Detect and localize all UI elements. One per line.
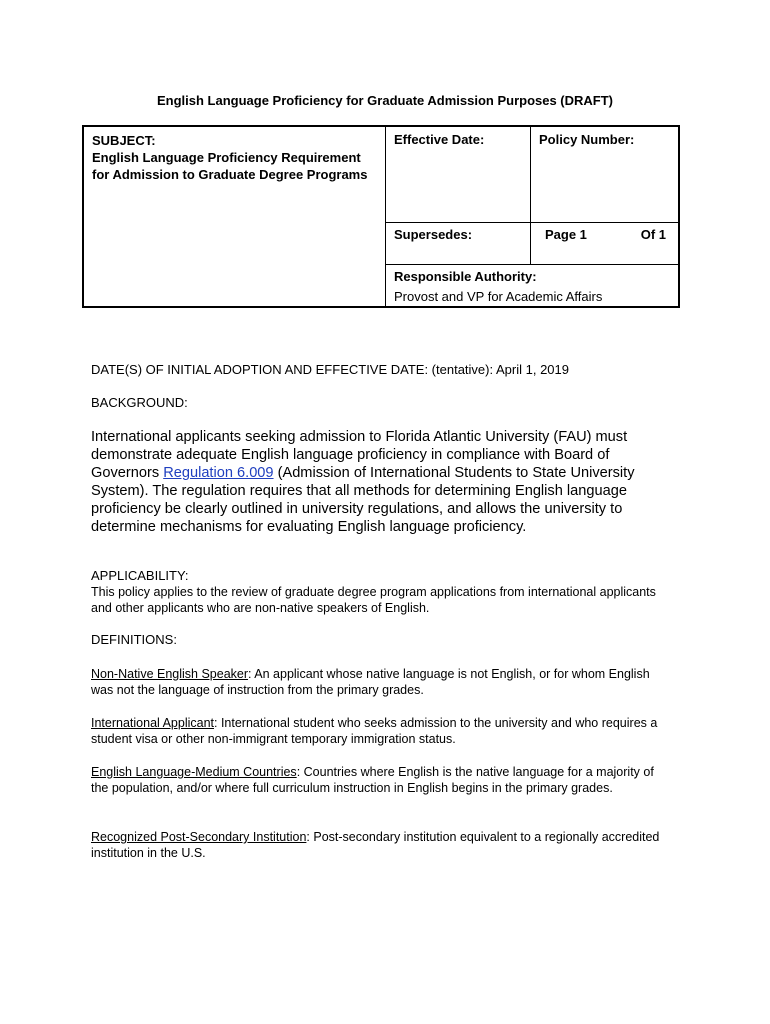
page-count-cell (531, 223, 680, 265)
page-label: Page 1 (545, 227, 587, 242)
definition-item (91, 666, 671, 698)
effective-date-label: Effective Date: (394, 132, 485, 147)
definition-text: : An applicant whose native language is not English, or for whom English was not the language of instruction from the primary grades. (91, 667, 650, 697)
definition-text: : Post-secondary institution equivalent to a regionally accredited institution in the U.S. (91, 830, 660, 860)
responsible-authority-value: Provost and VP for Academic Affairs (394, 289, 603, 304)
policy-number-label: Policy Number: (539, 132, 635, 147)
of-label: Of 1 (640, 227, 666, 242)
supersedes-label: Supersedes: (394, 227, 473, 242)
effective-date-cell (386, 127, 531, 223)
regulation-link[interactable]: Regulation 6.009 (163, 465, 274, 481)
responsible-authority-cell (386, 265, 680, 308)
definition-term: Recognized Post-Secondary Institution (91, 830, 307, 844)
subject-cell (84, 127, 386, 308)
definition-term: English Language-Medium Countries (91, 765, 297, 779)
applicability-text: This policy applies to the review of graduate degree program applications from international applicants and other applicants who are non-native speakers of English. (91, 585, 656, 615)
subject-label: SUBJECT: (92, 133, 156, 148)
background-text-1: International applicants seeking admission to Florida Atlantic University (FAU) must demonstrate adequate English language proficiency in compliance with Board of Governors (91, 429, 628, 481)
background-text-2: (Admission of International Students to State University System). The regulation requires that all methods for determining English language proficiency be clearly outlined in university regulations, and allows the university to determine mechanisms for evaluating English language proficiency. (91, 465, 635, 535)
policy-header-table (82, 125, 680, 308)
responsible-authority-label: Responsible Authority: (394, 269, 537, 284)
policy-number-cell (531, 127, 680, 223)
definition-term: International Applicant (91, 716, 215, 730)
definitions-heading: DEFINITIONS: (91, 632, 177, 647)
adoption-date: DATE(S) OF INITIAL ADOPTION AND EFFECTIVE DATE: (tentative): April 1, 2019 (91, 362, 569, 377)
definition-item (91, 764, 655, 796)
document-title: English Language Proficiency for Graduate Admission Purposes (DRAFT) (156, 93, 614, 108)
background-paragraph (91, 428, 663, 536)
subject-text: English Language Proficiency Requirement for Admission to Graduate Degree Programs (92, 150, 368, 182)
definition-item (91, 715, 663, 747)
definition-term: Non-Native English Speaker (91, 667, 249, 681)
definition-text: : Countries where English is the native language for a majority of the population, and/or where full curriculum instruction in English begins in the primary grades. (91, 765, 654, 795)
applicability-heading: APPLICABILITY: (91, 568, 189, 583)
definition-text: : International student who seeks admission to the university and who requires a student visa or other non-immigrant temporary immigration status. (91, 716, 658, 746)
supersedes-cell (386, 223, 531, 265)
background-heading: BACKGROUND: (91, 395, 188, 410)
definition-item (91, 829, 666, 861)
